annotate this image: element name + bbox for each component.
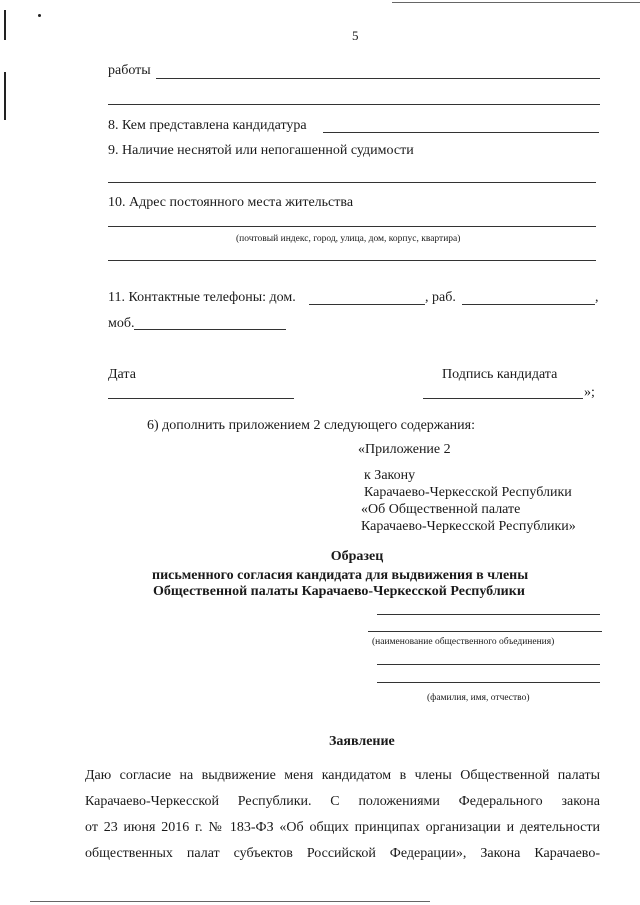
appendix-line-5: Карачаево-Черкесской Республики» [361,519,576,534]
page-number: 5 [352,28,359,43]
statement-line-1: Даю согласие на выдвижение меня кандидатом в члены Общественной палаты [85,768,600,783]
address-fill-line [108,226,596,227]
date-line [108,398,294,399]
appendix-line-3: Карачаево-Черкесской Республики [364,485,572,500]
scan-edge-left-mid [4,72,6,120]
work-fill-line-2 [108,104,600,105]
item-8-label: 8. Кем представлена кандидатура [108,118,307,133]
signature-end: »; [584,385,595,400]
address-fill-line-2 [108,260,596,261]
scan-edge-top [392,2,640,3]
mobile-label: моб. [108,316,135,331]
date-label: Дата [108,367,136,382]
signature-label: Подпись кандидата [442,367,558,382]
signature-line [423,398,583,399]
name-hint: (фамилия, имя, отчество) [427,693,530,703]
mobile-phone-line [134,329,286,330]
scan-edge-left-top [4,10,6,40]
address-hint: (почтовый индекс, город, улица, дом, корпус, квартира) [236,234,461,244]
work-label: работы [108,63,151,78]
name-line-2 [377,682,600,683]
item-11-end: , [595,290,599,305]
item-8-fill-line [323,132,599,133]
sample-title-1: Образец [330,549,384,564]
statement-title: Заявление [329,734,395,749]
name-line-1 [377,664,600,665]
org-line-1 [377,614,600,615]
scan-mark-top [38,14,41,17]
sample-title-2: письменного согласия кандидата для выдвижения в члены [152,568,529,583]
home-phone-line [309,304,425,305]
org-hint: (наименование общественного объединения) [372,637,555,647]
sample-title-3: Общественной палаты Карачаево-Черкесской Республики [153,584,525,599]
amendment-text: 6) дополнить приложением 2 следующего содержания: [147,418,475,433]
appendix-line-1: «Приложение 2 [358,442,451,457]
statement-line-3: от 23 июня 2016 г. № 183-ФЗ «Об общих принципах организации и деятельности [85,820,600,835]
appendix-line-4: «Об Общественной палате [361,502,521,517]
org-line-2 [368,631,602,632]
statement-line-2: Карачаево-Черкесской Республики. С положениями Федерального закона [85,794,600,809]
work-phone-line [462,304,595,305]
item-11-work-label: , раб. [425,290,456,305]
appendix-line-2: к Закону [364,468,416,483]
work-fill-line [156,78,600,79]
item-10-label: 10. Адрес постоянного места жительства [108,195,354,210]
scan-edge-bottom [30,901,430,902]
item-9-fill-line [108,182,596,183]
item-11-home-label: 11. Контактные телефоны: дом. [108,290,296,305]
item-9-label: 9. Наличие неснятой или непогашенной судимости [108,143,414,158]
statement-line-4: общественных палат субъектов Российской Федерации», Закона Карачаево- [85,846,600,861]
